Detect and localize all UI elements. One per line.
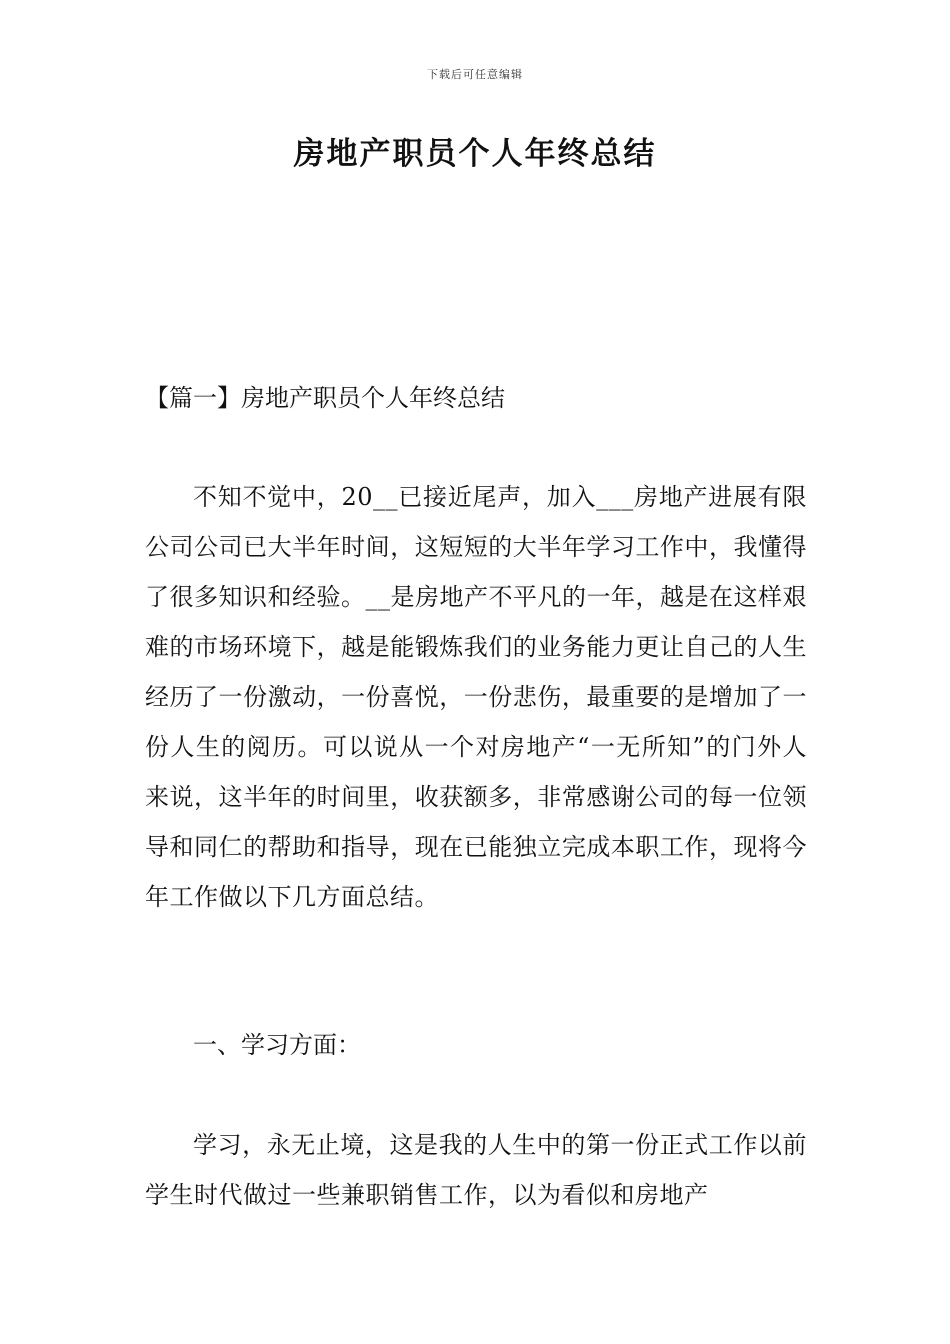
document-title: 房地产职员个人年终总结 — [293, 136, 657, 172]
study-section-heading: 一、学习方面： — [193, 1031, 361, 1059]
header-note: 下载后可任意编辑 — [427, 68, 523, 81]
section-heading: 【篇一】房地产职员个人年终总结 — [145, 384, 505, 412]
intro-paragraph: 不知不觉中，20__已接近尾声，加入___房地产进展有限公司公司已大半年时间，这短短的大半年学习工作中，我懂得了很多知识和经验。__是房地产不平凡的一年，越是在这样艰难的市场环境下，越是能锻炼我们的业务能力更让自己的人生经历了一份激动，一份喜悦，一份悲伤，最重要的是增加了一份人生的阅历。可以说从一个对房地产“一无所知”的门外人来说，这半年的时间里，收获额多，非常感谢公司的每一位领导和同仁的帮助和指导，现在已能独立完成本职工作，现将今年工作做以下几方面总结。 — [145, 483, 807, 911]
study-paragraph: 学习，永无止境，这是我的人生中的第一份正式工作以前学生时代做过一些兼职销售工作，以为看似和房地产 — [145, 1131, 807, 1209]
